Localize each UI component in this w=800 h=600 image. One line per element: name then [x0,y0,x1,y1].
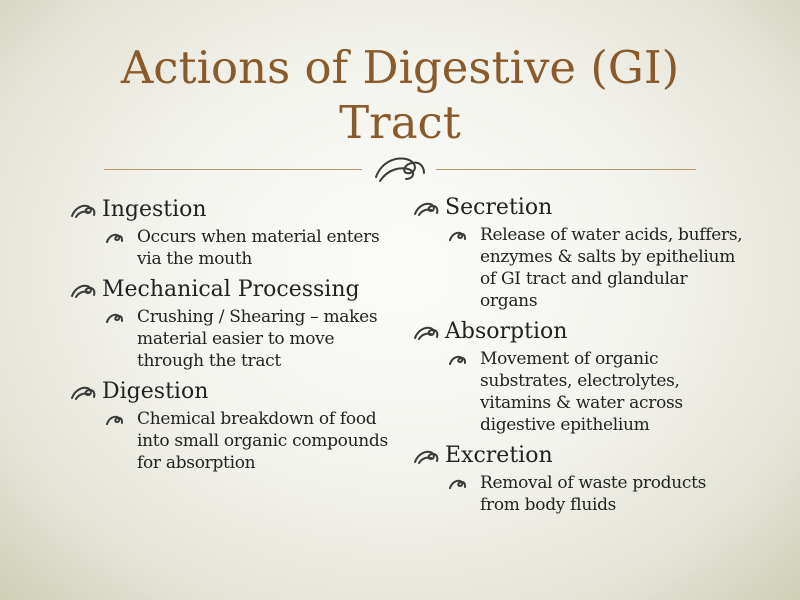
scroll-bullet-icon [413,448,439,464]
scroll-bullet-icon [106,312,123,323]
bullet-digestion [70,378,390,406]
scroll-bullet-icon [449,478,466,489]
scroll-bullet-icon [449,230,466,241]
sub-bullet-text: Crushing / Shearing – makes material easier to move through the tract [137,307,378,371]
sub-bullet-excretion [413,472,743,516]
scroll-bullet-icon [106,414,123,425]
bullet-absorption [413,318,743,346]
sub-bullet-text: Movement of organic substrates, electrolytes, vitamins & water across digestive epithelium [480,349,683,435]
scroll-bullet-icon [106,232,123,243]
slide-title: Actions of Digestive (GI) Tract [120,41,680,149]
scroll-ornament-icon [372,151,428,183]
scroll-bullet-icon [70,384,96,400]
bullet-heading: Mechanical Processing [102,277,360,302]
sub-bullet-text: Occurs when material enters via the mouth [137,227,380,269]
bullet-heading: Digestion [102,379,209,404]
sub-bullet-absorption [413,348,743,436]
bullet-excretion [413,442,743,470]
bullet-ingestion [70,196,390,224]
bullet-secretion [413,194,743,222]
bullet-heading: Ingestion [102,197,207,222]
bullet-heading: Excretion [445,443,553,468]
scroll-bullet-icon [413,200,439,216]
sub-bullet-text: Release of water acids, buffers, enzymes & salts by epithelium of GI tract and glandular organs [480,225,743,311]
scroll-bullet-icon [70,202,96,218]
bullet-heading: Secretion [445,195,553,220]
scroll-bullet-icon [70,282,96,298]
title-divider-left [104,169,362,170]
sub-bullet-secretion [413,224,743,312]
sub-bullet-text: Removal of waste products from body fluids [480,473,707,515]
scroll-bullet-icon [449,354,466,365]
left-column [70,196,390,474]
bullet-heading: Absorption [445,319,568,344]
right-column [413,194,743,516]
scroll-bullet-icon [413,324,439,340]
sub-bullet-ingestion [70,226,390,270]
sub-bullet-mechanical-processing [70,306,390,372]
title-divider-right [436,169,696,170]
bullet-mechanical-processing [70,276,390,304]
sub-bullet-digestion [70,408,390,474]
sub-bullet-text: Chemical breakdown of food into small organic compounds for absorption [137,409,388,473]
